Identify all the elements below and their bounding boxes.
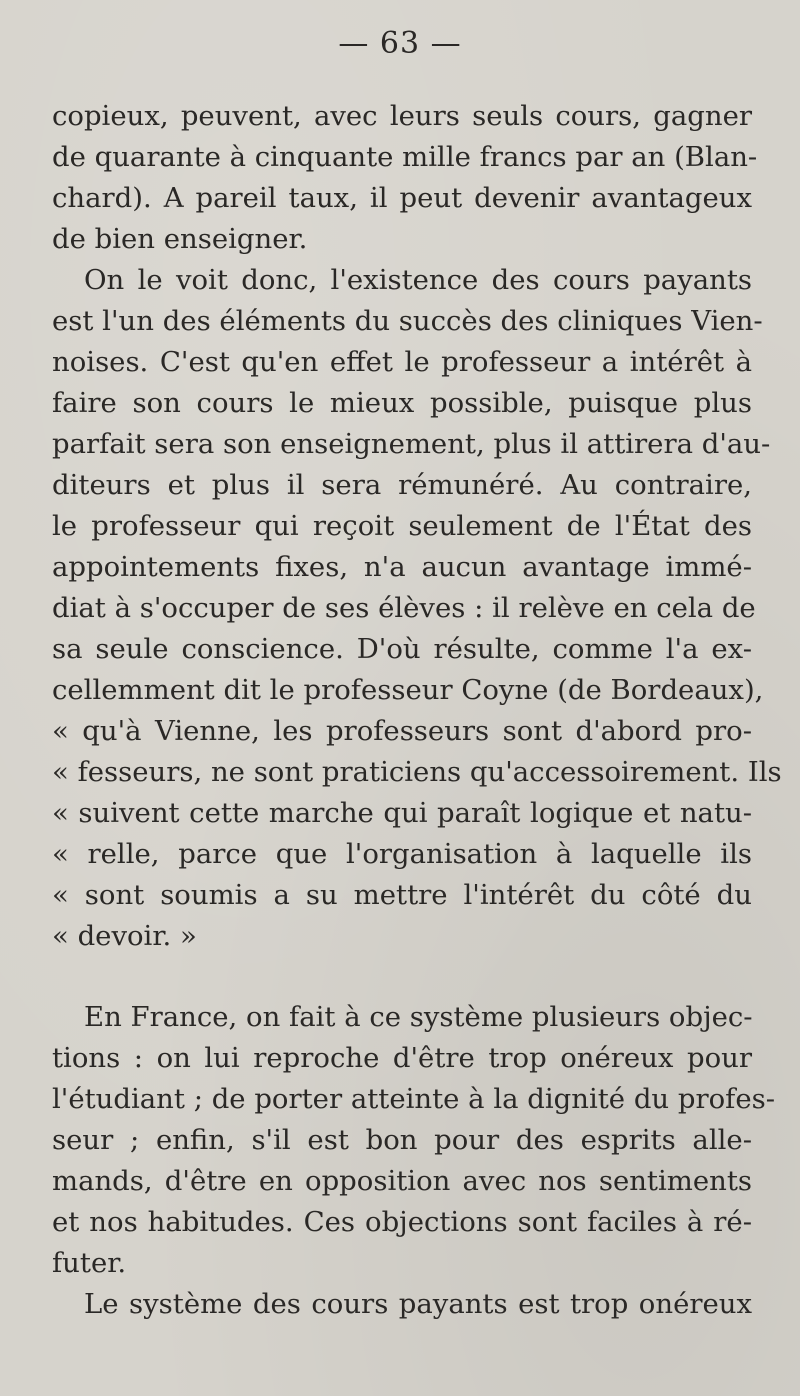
text-line: appointements fixes, n'a aucun avantage immé- (52, 551, 752, 583)
text-block-bottom (52, 997, 776, 1325)
text-line: seur ; enfin, s'il est bon pour des esprits alle- (52, 1124, 752, 1156)
text-line: parfait sera son enseignement, plus il attirera d'au- (52, 428, 771, 460)
text-line: « devoir. » (52, 920, 197, 952)
text-line: cellemment dit le professeur Coyne (de Bordeaux), (52, 674, 764, 706)
text-line: chard). A pareil taux, il peut devenir avantageux (52, 182, 752, 214)
text-line: « fesseurs, ne sont praticiens qu'accessoirement. Ils (52, 756, 782, 788)
text-line: est l'un des éléments du succès des cliniques Vien- (52, 305, 763, 337)
text-line: futer. (52, 1247, 127, 1279)
text-line: En France, on fait à ce système plusieurs objec- (84, 1001, 753, 1033)
text-line: « qu'à Vienne, les professeurs sont d'abord pro- (52, 715, 752, 747)
text-line: mands, d'être en opposition avec nos sentiments (52, 1165, 752, 1197)
page-number: — 63 — (338, 26, 462, 61)
text-line: noises. C'est qu'en effet le professeur a intérêt à (52, 346, 752, 378)
text-line: copieux, peuvent, avec leurs seuls cours, gagner (52, 100, 752, 132)
text-line: et nos habitudes. Ces objections sont faciles à ré- (52, 1206, 752, 1238)
text-line: « relle, parce que l'organisation à laquelle ils (52, 838, 752, 870)
text-block-top (52, 96, 782, 957)
text-line: diteurs et plus il sera rémunéré. Au contraire, (52, 469, 752, 501)
text-line: de quarante à cinquante mille francs par an (Blan- (52, 141, 758, 173)
text-line: « suivent cette marche qui paraît logique et natu- (52, 797, 752, 829)
text-line: tions : on lui reproche d'être trop onéreux pour (52, 1042, 752, 1074)
text-line: l'étudiant ; de porter atteinte à la dignité du profes- (52, 1083, 776, 1115)
text-line: sa seule conscience. D'où résulte, comme l'a ex- (52, 633, 752, 665)
text-line: Le système des cours payants est trop onéreux (84, 1288, 752, 1320)
text-line: On le voit donc, l'existence des cours payants (84, 264, 752, 296)
text-line: le professeur qui reçoit seulement de l'État des (52, 510, 752, 542)
text-line: de bien enseigner. (52, 223, 308, 255)
text-line: faire son cours le mieux possible, puisque plus (52, 387, 752, 419)
text-line: diat à s'occuper de ses élèves : il relève en cela de (52, 592, 756, 624)
text-line: « sont soumis a su mettre l'intérêt du côté du (52, 879, 752, 911)
